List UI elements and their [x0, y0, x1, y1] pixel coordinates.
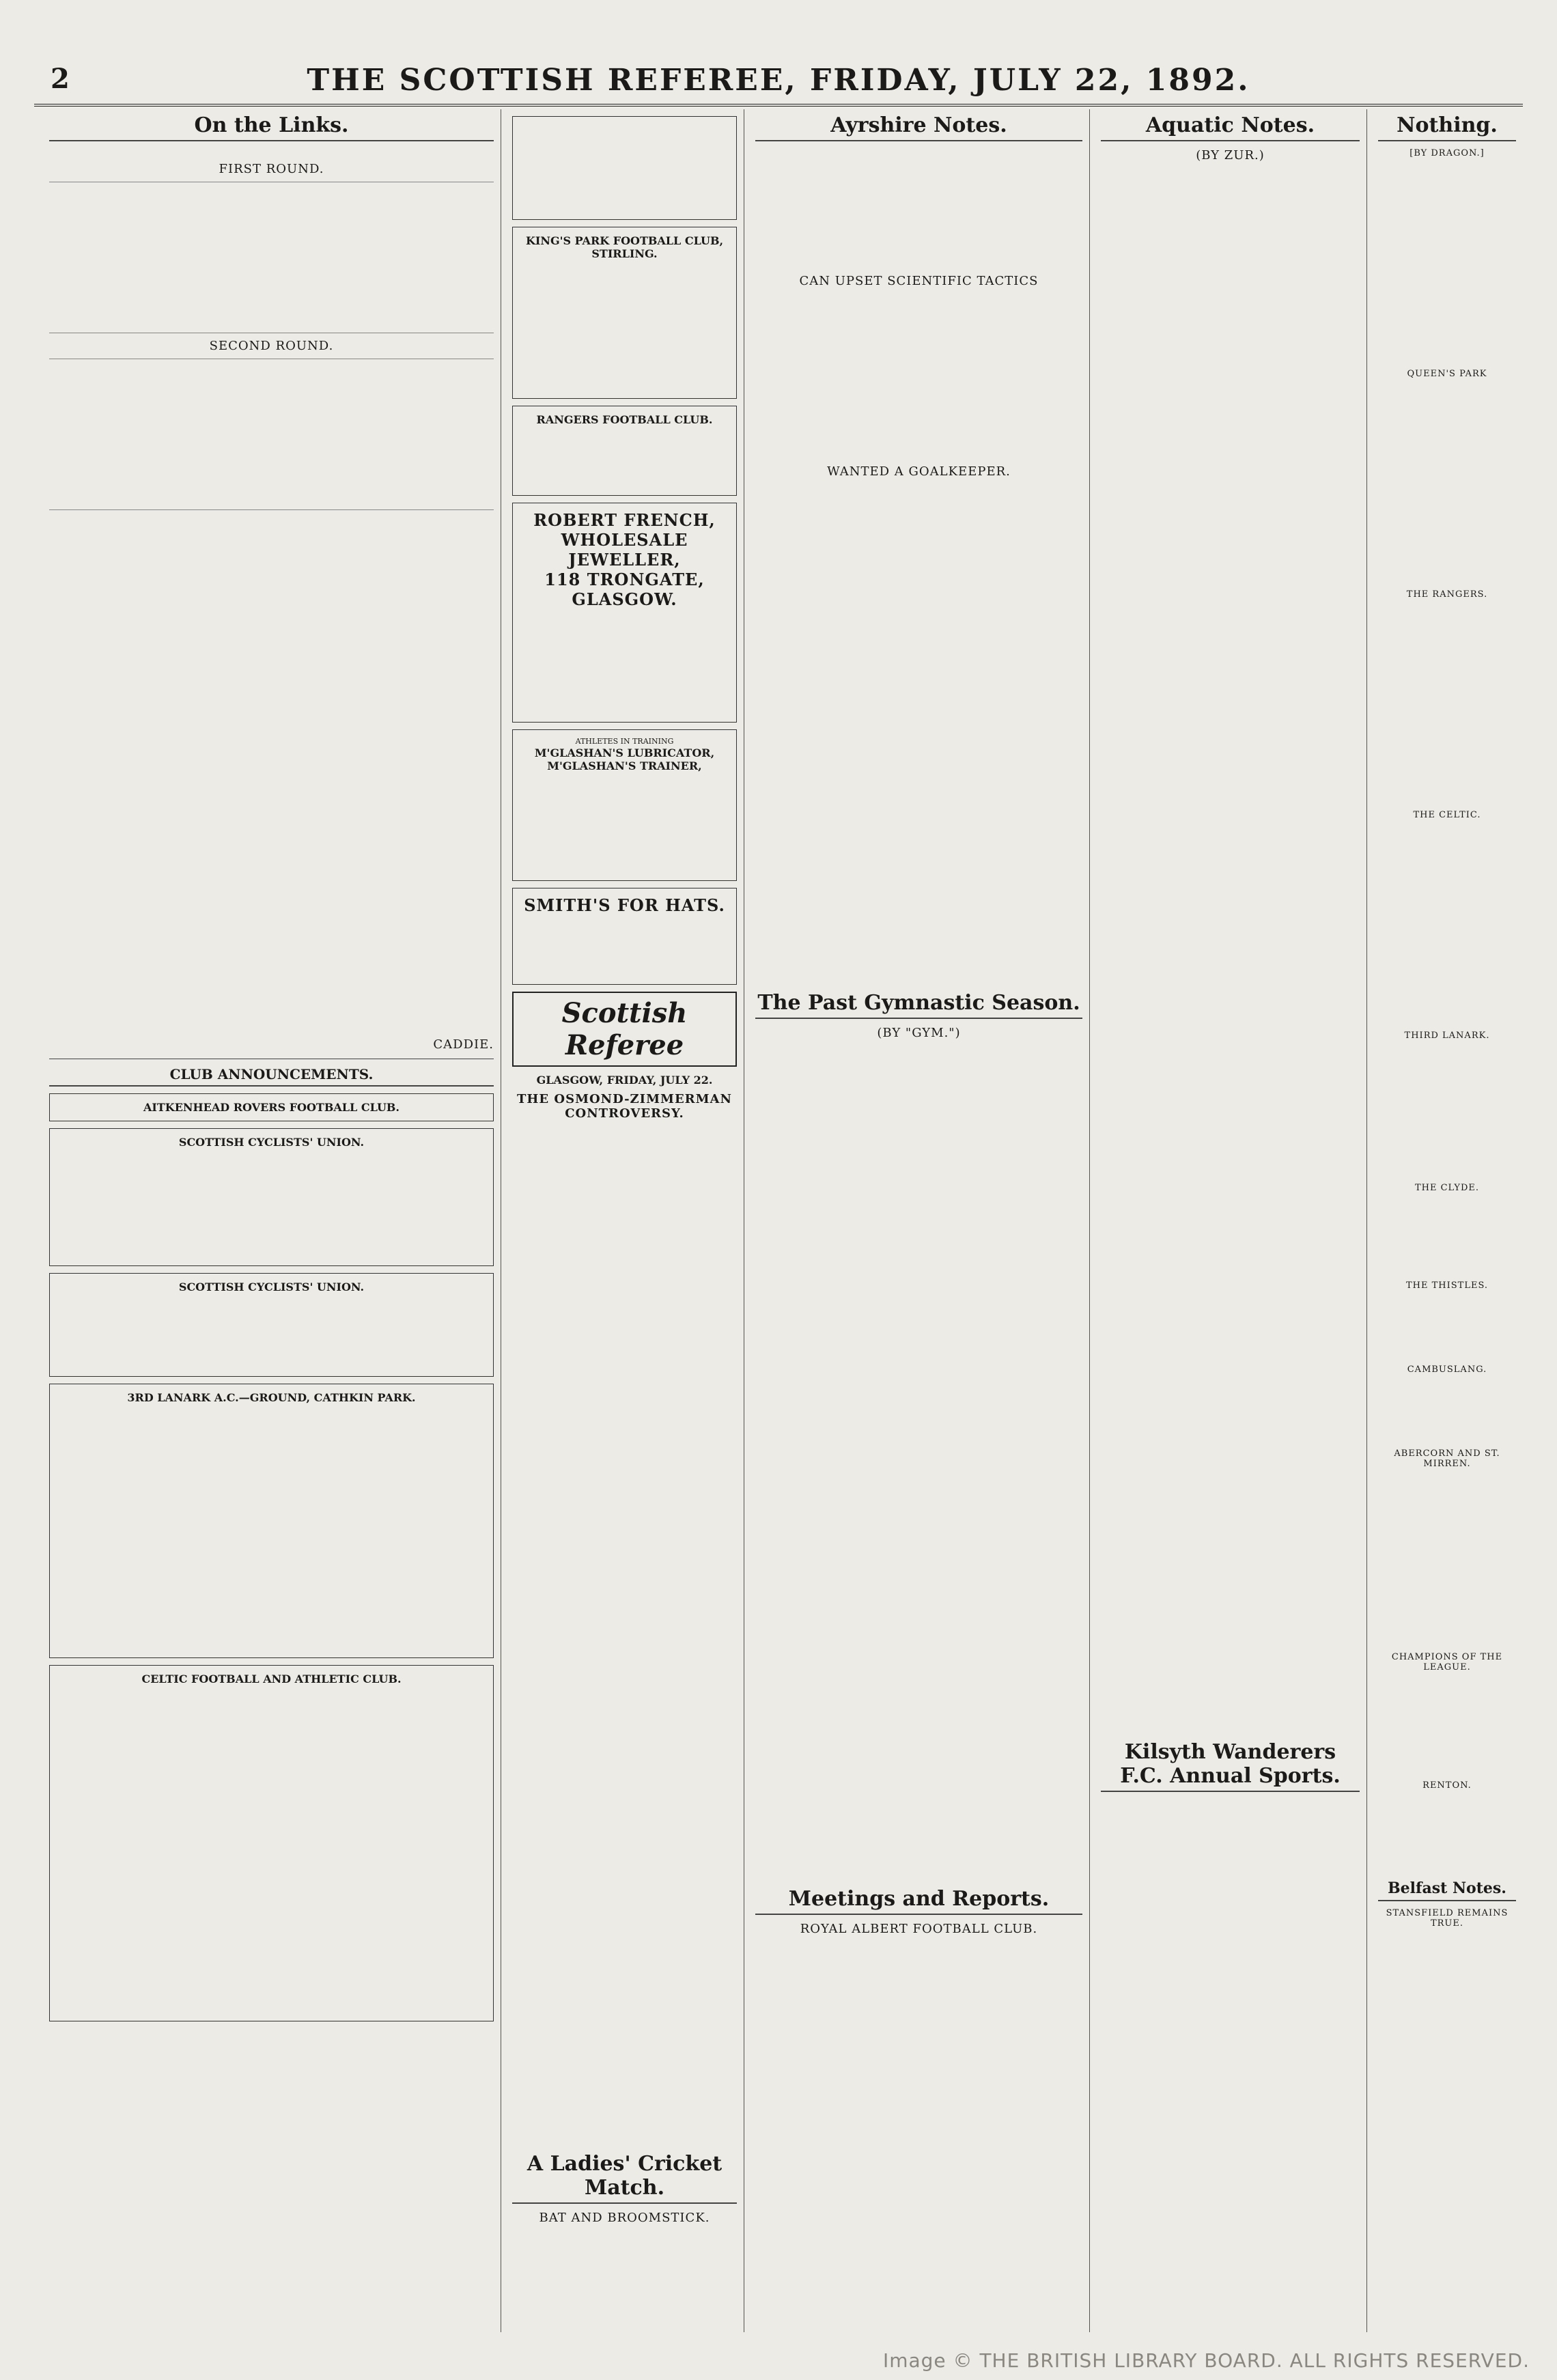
article-subtitle: BAT AND BROOMSTICK.: [539, 2211, 710, 2225]
sub-heading: STANSFIELD REMAINS TRUE.: [1386, 1908, 1509, 1929]
section-title-nothing: Nothing.: [1378, 113, 1516, 141]
body-text-block: [1378, 1044, 1516, 1180]
column-4: [1094, 109, 1367, 2332]
article-title: Belfast Notes.: [1378, 1879, 1516, 1901]
advert: [49, 1093, 494, 1121]
sub-heading: ABERCORN AND ST. MIRREN.: [1394, 1448, 1500, 1469]
dateline: GLASGOW, FRIDAY, JULY 22.: [536, 1074, 713, 1087]
sub-heading: WANTED A GOALKEEPER.: [827, 464, 1011, 479]
sub-heading: THE CLYDE.: [1414, 1183, 1479, 1193]
sub-heading: RENTON.: [1422, 1780, 1472, 1791]
article-title: Kilsyth Wanderers F.C. Annual Sports.: [1101, 1740, 1360, 1792]
byline: CADDIE.: [433, 1037, 494, 1052]
byline: (BY ZUR.): [1196, 148, 1265, 163]
advert-line: ATHLETES IN TRAINING: [575, 737, 674, 746]
column-3: [748, 109, 1090, 2332]
advert-address: 118 TRONGATE,: [544, 570, 705, 589]
sub-heading: ROYAL ALBERT FOOTBALL CLUB.: [800, 1922, 1038, 1936]
advert-trade: WHOLESALE JEWELLER,: [561, 530, 688, 570]
first-round-heading: FIRST ROUND.: [219, 162, 324, 176]
column-2: [505, 109, 744, 2332]
advert: [512, 406, 737, 496]
article-title: The Past Gymnastic Season.: [755, 991, 1082, 1019]
advert: [512, 227, 737, 399]
byline: [BY DRAGON.]: [1409, 148, 1485, 158]
advert-line: M'GLASHAN'S LUBRICATOR,: [534, 746, 715, 759]
advert-french: [512, 503, 737, 723]
body-text-block: [1378, 1196, 1516, 1278]
advert-line: SMITH'S FOR HATS.: [524, 895, 725, 915]
body-text-block: [49, 516, 494, 1035]
newspaper-logo: Scottish Referee: [512, 992, 737, 1067]
body-text-block: [1378, 382, 1516, 587]
body-text-block: [1378, 1293, 1516, 1362]
body-text-block: [1378, 823, 1516, 1028]
sub-heading: CHAMPIONS OF THE LEAGUE.: [1391, 1652, 1503, 1672]
columns: [42, 109, 1523, 2332]
sub-heading: THE CELTIC.: [1413, 810, 1481, 820]
advert-title: SCOTTISH CYCLISTS' UNION.: [178, 1136, 365, 1149]
body-text-block: [755, 291, 1082, 462]
body-text-block: [1378, 1472, 1516, 1649]
column-5: [1371, 109, 1523, 2332]
sub-heading: THE THISTLES.: [1405, 1280, 1489, 1291]
advert-smiths: [512, 888, 737, 985]
body-text-block: [512, 1123, 737, 2148]
body-text-block: [1378, 1793, 1516, 1875]
copyright-notice: Image © THE BRITISH LIBRARY BOARD. ALL RIGHTS RESERVED.: [882, 2349, 1530, 2372]
advert-title: RANGERS FOOTBALL CLUB.: [536, 413, 713, 426]
masthead: THE SCOTTISH REFEREE, FRIDAY, JULY 22, 1892.: [307, 63, 1250, 98]
advert-title: SCOTTISH CYCLISTS' UNION.: [178, 1280, 365, 1293]
article-title: Meetings and Reports.: [755, 1887, 1082, 1915]
advert: [49, 1384, 494, 1658]
advert-title: AITKENHEAD ROVERS FOOTBALL CLUB.: [143, 1101, 399, 1114]
advert: [512, 116, 737, 220]
paragraph: [49, 148, 494, 158]
body-text-block: [49, 148, 494, 158]
advert: [49, 1273, 494, 1377]
body-text-block: [1378, 1675, 1516, 1778]
club-announcements-title: CLUB ANNOUNCEMENTS.: [49, 1066, 494, 1087]
results-table: [49, 359, 494, 510]
section-title-aquatic: Aquatic Notes.: [1101, 113, 1360, 141]
sub-heading: CAMBUSLANG.: [1407, 1364, 1487, 1375]
results-table: [49, 182, 494, 333]
body-text-block: [755, 481, 1082, 987]
advert-title: CELTIC FOOTBALL AND ATHLETIC CLUB.: [141, 1672, 402, 1685]
advert: [49, 1665, 494, 2021]
sub-heading: THIRD LANARK.: [1404, 1031, 1490, 1041]
body-text-block: [1101, 165, 1360, 1736]
advert-mglashan: [512, 729, 737, 881]
advert-title: 3RD LANARK A.C.—GROUND, CATHKIN PARK.: [127, 1391, 416, 1404]
body-text-block: [1378, 1377, 1516, 1446]
page-number: 2: [51, 63, 70, 95]
advert-line: M'GLASHAN'S TRAINER,: [547, 759, 702, 772]
advert: [49, 1128, 494, 1266]
second-round-heading: SECOND ROUND.: [209, 339, 334, 353]
article-title: THE OSMOND-ZIMMERMAN CONTROVERSY.: [517, 1092, 732, 1121]
article-title: A Ladies' Cricket Match.: [512, 2152, 737, 2204]
body-text-block: [755, 148, 1082, 271]
page-header: [34, 63, 1523, 107]
sub-heading: CAN UPSET SCIENTIFIC TACTICS: [799, 274, 1039, 288]
body-text-block: [1378, 602, 1516, 807]
advert-title: KING'S PARK FOOTBALL CLUB, STIRLING.: [525, 234, 724, 260]
body-text-block: [755, 1043, 1082, 1883]
body-text-block: [1378, 161, 1516, 366]
advert-name: ROBERT FRENCH,: [533, 510, 716, 530]
column-1: [42, 109, 501, 2332]
section-title-ayrshire: Ayrshire Notes.: [755, 113, 1082, 141]
sub-heading: THE RANGERS.: [1406, 589, 1488, 600]
sub-heading: QUEEN'S PARK: [1407, 369, 1487, 379]
advert-city: GLASGOW.: [572, 589, 677, 609]
section-title-links: On the Links.: [49, 113, 494, 141]
byline: (BY "GYM."): [877, 1026, 961, 1040]
